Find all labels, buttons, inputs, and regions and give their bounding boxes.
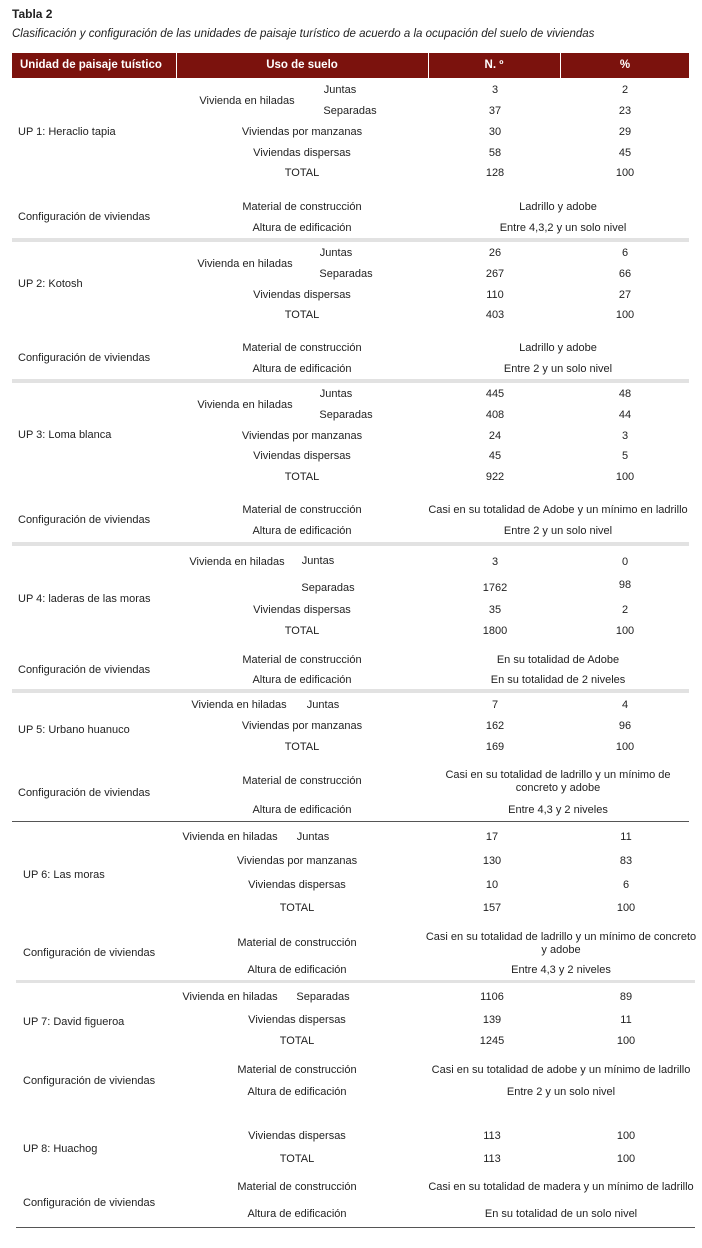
row-label: Vivienda en hiladas — [191, 699, 287, 711]
height-value: Entre 2 y un solo nivel — [506, 1086, 616, 1098]
row-label: Separadas — [323, 105, 377, 117]
row-label: TOTAL — [284, 309, 320, 321]
row-label: Viviendas dispersas — [248, 879, 346, 891]
row-label: TOTAL — [284, 167, 320, 179]
value-percent: 23 — [618, 105, 632, 117]
value-number: 1762 — [482, 582, 508, 594]
row-label: Material de construcción — [237, 1181, 357, 1193]
value-number: 3 — [491, 84, 499, 96]
value-number: 445 — [485, 388, 505, 400]
config-label: Configuración de viviendas — [18, 211, 151, 223]
value-percent: 4 — [621, 699, 629, 711]
row-label: Altura de edificación — [247, 1208, 347, 1220]
row-label: Altura de edificación — [247, 1086, 347, 1098]
value-number: 139 — [482, 1014, 502, 1026]
material-value: Casi en su totalidad de Adobe y un mínimo en ladrillo — [428, 504, 688, 516]
value-number: 1245 — [479, 1035, 505, 1047]
section-divider — [12, 689, 689, 693]
row-label: TOTAL — [279, 1035, 315, 1047]
material-value-line1: Casi en su totalidad de ladrillo y un mínimo de — [445, 769, 671, 781]
value-number: 403 — [485, 309, 505, 321]
value-percent: 11 — [620, 831, 632, 843]
table-caption: Clasificación y configuración de las unidades de paisaje turístico de acuerdo a la ocupación del suelo de viviendas — [12, 28, 595, 40]
row-label: Viviendas por manzanas — [236, 855, 358, 867]
value-number: 130 — [482, 855, 502, 867]
row-label: Material de construcción — [237, 937, 357, 949]
value-percent: 100 — [615, 471, 635, 483]
value-percent: 44 — [618, 409, 632, 421]
height-value: En su totalidad de un solo nivel — [484, 1208, 638, 1220]
row-label: Separadas — [319, 268, 373, 280]
height-value: Entre 4,3 y 2 niveles — [511, 964, 611, 976]
row-label: Material de construcción — [237, 1064, 357, 1076]
value-number: 58 — [488, 147, 502, 159]
value-percent: 66 — [618, 268, 632, 280]
value-percent: 6 — [621, 247, 629, 259]
row-label: TOTAL — [279, 902, 315, 914]
config-label: Configuración de viviendas — [23, 1197, 156, 1209]
value-percent: 0 — [621, 556, 629, 568]
row-label: Material de construcción — [242, 504, 362, 516]
value-number: 128 — [485, 167, 505, 179]
row-label: Juntas — [323, 84, 357, 96]
value-number: 157 — [482, 902, 502, 914]
row-label: Viviendas por manzanas — [241, 720, 363, 732]
section-divider — [12, 238, 689, 242]
value-percent: 89 — [619, 991, 633, 1003]
value-percent: 100 — [616, 902, 636, 914]
section-divider — [12, 379, 689, 383]
value-number: 113 — [483, 1130, 501, 1142]
value-number: 24 — [488, 430, 502, 442]
config-label: Configuración de viviendas — [23, 1075, 156, 1087]
value-percent: 29 — [618, 126, 632, 138]
row-label: TOTAL — [284, 471, 320, 483]
material-value: Casi en su totalidad de adobe y un mínimo de ladrillo — [431, 1064, 691, 1076]
height-value: Entre 2 y un solo nivel — [503, 363, 613, 375]
unit-name: UP 3: Loma blanca — [18, 429, 112, 441]
value-percent: 100 — [615, 741, 635, 753]
row-label: Juntas — [319, 388, 353, 400]
value-percent: 6 — [622, 879, 630, 891]
row-label: Viviendas dispersas — [253, 289, 351, 301]
row-label: Viviendas por manzanas — [241, 126, 363, 138]
value-percent: 3 — [621, 430, 629, 442]
row-label: Viviendas dispersas — [248, 1014, 346, 1026]
row-label: Juntas — [296, 831, 330, 843]
value-number: 3 — [491, 556, 499, 568]
value-number: 7 — [491, 699, 499, 711]
row-label: TOTAL — [284, 741, 320, 753]
section-divider — [12, 542, 689, 546]
row-label: Vivienda en hiladas — [182, 831, 278, 843]
value-percent: 100 — [616, 1130, 636, 1142]
value-number: 35 — [488, 604, 502, 616]
config-label: Configuración de viviendas — [18, 664, 151, 676]
value-percent: 2 — [621, 84, 629, 96]
config-label: Configuración de viviendas — [18, 787, 151, 799]
value-number: 26 — [488, 247, 502, 259]
header-unit: Unidad de paisaje tuístico — [20, 59, 162, 71]
section-divider — [16, 980, 695, 983]
material-value: En su totalidad de Adobe — [496, 654, 620, 666]
unit-name: UP 1: Heraclio tapia — [18, 126, 116, 138]
config-label: Configuración de viviendas — [18, 352, 151, 364]
material-value-line1: Casi en su totalidad de ladrillo y un mínimo de concreto — [425, 931, 697, 943]
value-percent: 11 — [620, 1014, 632, 1026]
unit-name: UP 4: laderas de las moras — [18, 593, 151, 605]
row-label: TOTAL — [279, 1153, 315, 1165]
config-label: Configuración de viviendas — [18, 514, 151, 526]
height-value: En su totalidad de 2 niveles — [490, 674, 626, 686]
row-label: Separadas — [301, 582, 355, 594]
material-value-line2: concreto y adobe — [515, 782, 601, 794]
value-number: 110 — [486, 289, 504, 301]
header-number: N. º — [484, 59, 504, 71]
table-bottom-border — [16, 1227, 695, 1228]
row-label: Material de construcción — [242, 342, 362, 354]
row-label: Vivienda en hiladas — [182, 991, 278, 1003]
value-percent: 45 — [618, 147, 632, 159]
value-percent: 2 — [621, 604, 629, 616]
material-value: Ladrillo y adobe — [519, 342, 597, 354]
unit-name: UP 8: Huachog — [23, 1143, 98, 1155]
value-number: 267 — [485, 268, 505, 280]
value-percent: 96 — [618, 720, 632, 732]
value-percent: 5 — [621, 450, 629, 462]
value-percent: 100 — [615, 167, 635, 179]
unit-name: UP 5: Urbano huanuco — [18, 724, 130, 736]
table-header — [12, 53, 689, 78]
height-value: Entre 2 y un solo nivel — [503, 525, 613, 537]
section-divider — [12, 821, 689, 822]
config-label: Configuración de viviendas — [23, 947, 156, 959]
row-label: Vivienda en hiladas — [199, 95, 295, 107]
row-label: Juntas — [306, 699, 340, 711]
value-number: 922 — [485, 471, 505, 483]
row-label: Juntas — [319, 247, 353, 259]
row-label: Altura de edificación — [252, 363, 352, 375]
value-percent: 48 — [618, 388, 632, 400]
value-number: 17 — [485, 831, 499, 843]
material-value: Ladrillo y adobe — [519, 201, 597, 213]
header-land-use: Uso de suelo — [266, 59, 338, 71]
row-label: Material de construcción — [242, 775, 362, 787]
row-label: Material de construcción — [242, 654, 362, 666]
value-percent: 98 — [618, 579, 632, 591]
unit-name: UP 7: David figueroa — [23, 1016, 125, 1028]
row-label: Viviendas dispersas — [253, 147, 351, 159]
value-percent: 100 — [616, 1035, 636, 1047]
value-percent: 27 — [618, 289, 632, 301]
row-label: Separadas — [296, 991, 350, 1003]
row-label: Viviendas dispersas — [253, 450, 351, 462]
header-percent: % — [619, 59, 631, 71]
row-label: Vivienda en hiladas — [197, 399, 293, 411]
material-value: Casi en su totalidad de madera y un mínimo de ladrillo — [428, 1181, 694, 1193]
row-label: Juntas — [301, 555, 335, 567]
value-number: 37 — [488, 105, 502, 117]
row-label: Viviendas dispersas — [248, 1130, 346, 1142]
value-number: 10 — [485, 879, 499, 891]
row-label: Altura de edificación — [247, 964, 347, 976]
value-number: 1800 — [482, 625, 508, 637]
value-percent: 100 — [615, 625, 635, 637]
value-percent: 100 — [616, 1153, 636, 1165]
value-percent: 83 — [619, 855, 633, 867]
value-number: 169 — [485, 741, 505, 753]
value-number: 162 — [485, 720, 505, 732]
row-label: Viviendas por manzanas — [241, 430, 363, 442]
unit-name: UP 2: Kotosh — [18, 278, 83, 290]
row-label: TOTAL — [284, 625, 320, 637]
row-label: Separadas — [319, 409, 373, 421]
height-value: Entre 4,3,2 y un solo nivel — [499, 222, 627, 234]
table-label: Tabla 2 — [12, 7, 53, 21]
row-label: Vivienda en hiladas — [197, 258, 293, 270]
row-label: Altura de edificación — [252, 804, 352, 816]
value-number: 408 — [485, 409, 505, 421]
value-number: 45 — [488, 450, 502, 462]
row-label: Material de construcción — [242, 201, 362, 213]
unit-name: UP 6: Las moras — [23, 869, 105, 881]
height-value: Entre 4,3 y 2 niveles — [508, 804, 608, 816]
value-number: 1106 — [480, 991, 504, 1003]
value-percent: 100 — [615, 309, 635, 321]
row-label: Altura de edificación — [252, 525, 352, 537]
row-label: Vivienda en hiladas — [189, 556, 285, 568]
value-number: 113 — [483, 1153, 501, 1165]
row-label: Viviendas dispersas — [253, 604, 351, 616]
row-label: Altura de edificación — [252, 674, 352, 686]
value-number: 30 — [488, 126, 502, 138]
material-value-line2: y adobe — [541, 944, 581, 956]
row-label: Altura de edificación — [252, 222, 352, 234]
